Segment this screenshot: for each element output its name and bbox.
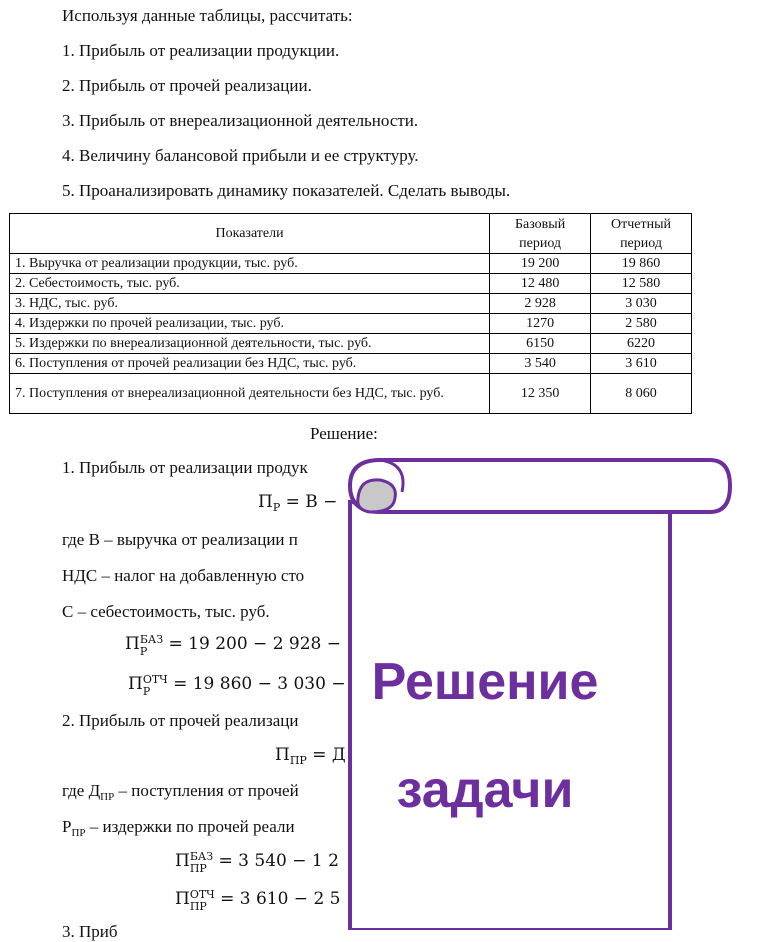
formula-rhs: = 3 610 − 2 5 — [214, 889, 341, 909]
formula-subscript: Р — [272, 501, 281, 514]
task-item-5: 5. Проанализировать динамику показателей. Сделать выводы. — [62, 181, 511, 200]
task-item-3: 3. Прибыль от внереализационной деятельности. — [62, 111, 419, 130]
formula-subscript: Р — [139, 645, 148, 658]
where-r-subscript: ПР — [71, 827, 86, 839]
formula-rhs: = 3 540 − 1 2 — [213, 851, 339, 871]
task-item-2: 2. Прибыль от прочей реализации. — [62, 76, 312, 95]
table-cell: 19 860 — [591, 254, 692, 274]
table-cell: 1. Выручка от реализации продукции, тыс. руб. — [10, 254, 490, 274]
table-row — [10, 354, 692, 374]
scroll-curl — [358, 480, 396, 512]
table-cell: 12 350 — [490, 374, 591, 414]
formula-indices — [143, 674, 168, 698]
table-cell: 12 480 — [490, 274, 591, 294]
where-revenue: где В – выручка от реализации п — [62, 530, 298, 549]
where-costs-other — [62, 817, 295, 839]
formula-indices — [140, 634, 163, 658]
where-vat: НДС – налог на добавленную сто — [62, 566, 305, 585]
formula-symbol: П — [175, 851, 190, 871]
formula-subscript: Р — [142, 685, 151, 698]
solution-point-3: 3. Приб — [62, 922, 118, 941]
formula-base-profit — [125, 634, 341, 658]
indicators-table — [9, 213, 692, 414]
header-report-period: Отчетный период — [591, 214, 692, 254]
table-row — [10, 374, 692, 414]
solution-heading: Решение: — [310, 424, 378, 443]
formula-symbol: П — [125, 634, 140, 654]
solution-point-2: 2. Прибыль от прочей реализаци — [62, 711, 299, 730]
where-r-lead: Р — [62, 817, 72, 836]
table-header-row — [10, 214, 692, 254]
table-cell: 7. Поступления от внереализационной деятельности без НДС, тыс. руб. — [10, 374, 490, 414]
formula-superscript: ОТЧ — [142, 673, 168, 686]
table-row — [10, 314, 692, 334]
task-item-1: 1. Прибыль от реализации продукции. — [62, 41, 340, 60]
table-row — [10, 254, 692, 274]
where-d-lead: где Д — [62, 781, 101, 800]
header-indicators: Показатели — [10, 214, 490, 254]
formula-superscript: ОТЧ — [189, 888, 215, 901]
scroll-top-roll — [350, 460, 730, 512]
table-cell: 3. НДС, тыс. руб. — [10, 294, 490, 314]
formula-rhs: = 19 860 − 3 030 − — [167, 674, 346, 694]
table-cell: 8 060 — [591, 374, 692, 414]
formula-superscript: БАЗ — [139, 633, 164, 646]
table-cell: 2 580 — [591, 314, 692, 334]
table-cell: 4. Издержки по прочей реализации, тыс. руб. — [10, 314, 490, 334]
table-cell: 6150 — [490, 334, 591, 354]
table-cell: 6220 — [591, 334, 692, 354]
scroll-body — [350, 502, 670, 930]
table-row — [10, 294, 692, 314]
formula-symbol: П — [175, 889, 190, 909]
overlay-title-line1: Решение — [371, 653, 599, 711]
formula-report-profit — [128, 674, 346, 698]
table-cell: 19 200 — [490, 254, 591, 274]
where-cost: С – себестоимость, тыс. руб. — [62, 602, 270, 621]
formula-other-report — [175, 889, 341, 913]
formula-symbol: П — [258, 492, 273, 512]
table-row — [10, 274, 692, 294]
formula-indices — [190, 851, 213, 875]
formula-profit-sales — [258, 492, 337, 514]
table-cell: 6. Поступления от прочей реализации без НДС, тыс. руб. — [10, 354, 490, 374]
formula-indices — [190, 889, 215, 913]
task-item-4: 4. Величину балансовой прибыли и ее структуру. — [62, 146, 419, 165]
task-intro: Используя данные таблицы, рассчитать: — [62, 6, 353, 25]
formula-rhs: = В − — [280, 492, 338, 512]
table-cell: 1270 — [490, 314, 591, 334]
formula-superscript: БАЗ — [189, 850, 214, 863]
where-d-rest: – поступления от прочей — [114, 781, 299, 800]
where-r-rest: – издержки по прочей реали — [85, 817, 295, 836]
table-cell: 3 030 — [591, 294, 692, 314]
formula-rhs: = Д — [306, 745, 346, 765]
formula-symbol: П — [128, 674, 143, 694]
formula-symbol: П — [275, 745, 290, 765]
formula-subscript: ПР — [189, 900, 207, 913]
table-cell: 3 610 — [591, 354, 692, 374]
table-cell: 2 928 — [490, 294, 591, 314]
solution-point-1: 1. Прибыль от реализации продук — [62, 458, 308, 477]
table-row — [10, 334, 692, 354]
formula-other-base — [175, 851, 339, 875]
formula-subscript: ПР — [189, 862, 207, 875]
formula-rhs: = 19 200 − 2 928 − — [163, 634, 342, 654]
table-cell: 12 580 — [591, 274, 692, 294]
table-cell: 3 540 — [490, 354, 591, 374]
where-receipts — [62, 781, 299, 803]
table-cell: 2. Себестоимость, тыс. руб. — [10, 274, 490, 294]
table-cell: 5. Издержки по внереализационной деятельности, тыс. руб. — [10, 334, 490, 354]
where-d-subscript: ПР — [100, 791, 115, 803]
overlay-title-line2: задачи — [396, 761, 574, 819]
formula-subscript: ПР — [289, 754, 307, 767]
header-base-period: Базовый период — [490, 214, 591, 254]
